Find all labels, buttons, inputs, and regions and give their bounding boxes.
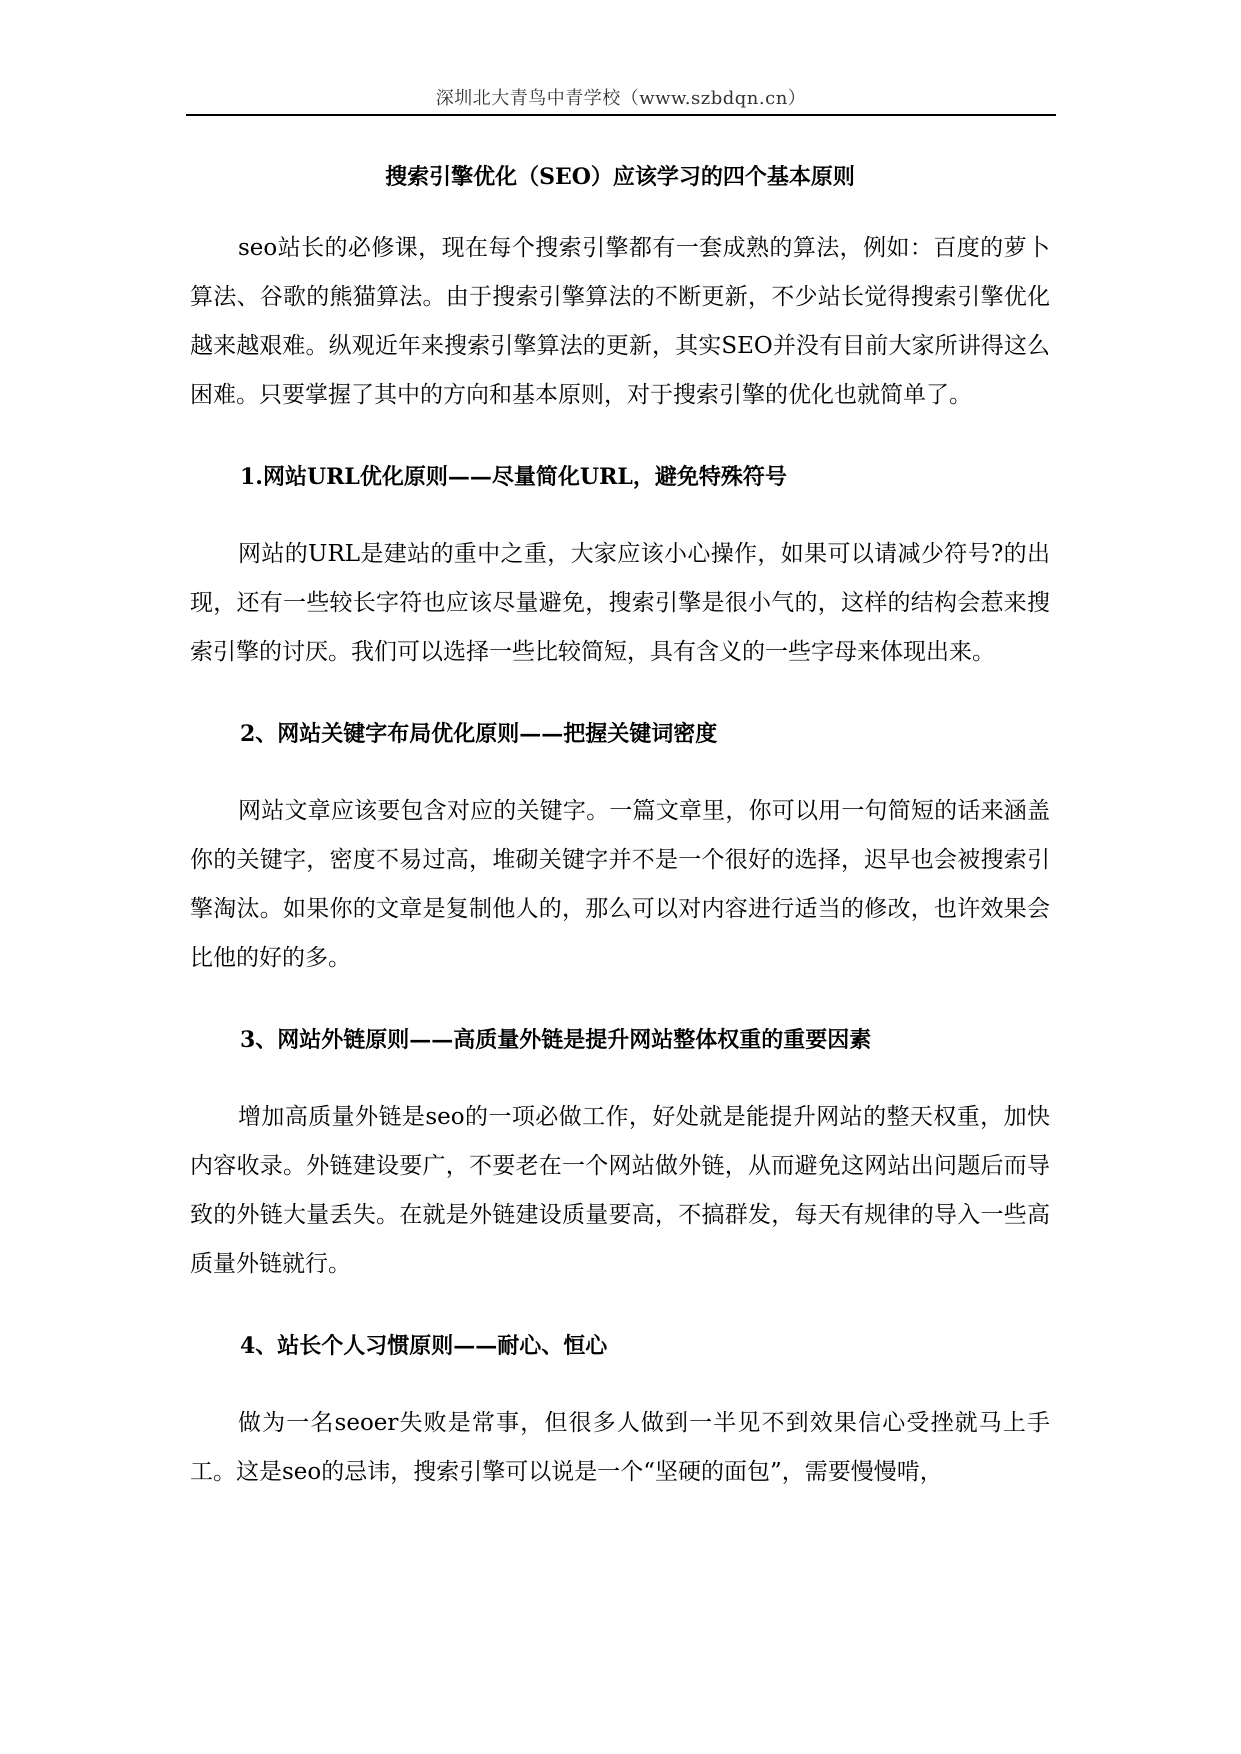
section-paragraph: 增加高质量外链是seo的一项必做工作，好处就是能提升网站的整天权重，加快内容收录。外链建设要广，不要老在一个网站做外链，从而避免这网站出问题后而导致的外链大量丢失。在就是外链建设质量要高，不搞群发，每天有规律的导入一些高质量外链就行。 — [190, 1104, 1050, 1277]
header-divider — [186, 114, 1056, 116]
page-header: 深圳北大青鸟中青学校（www.szbdqn.cn） — [435, 88, 807, 109]
section-heading: 2、网站关键字布局优化原则——把握关键词密度 — [240, 721, 718, 747]
document-title: 搜索引擎优化（SEO）应该学习的四个基本原则 — [385, 164, 855, 190]
section-heading: 3、网站外链原则——高质量外链是提升网站整体权重的重要因素 — [240, 1027, 872, 1053]
section-paragraph: 做为一名seoer失败是常事，但很多人做到一半见不到效果信心受挫就马上手工。这是seo的忌讳，搜索引擎可以说是一个“坚硬的面包”，需要慢慢啃， — [190, 1410, 1050, 1485]
section-paragraph: 网站文章应该要包含对应的关键字。一篇文章里，你可以用一句简短的话来涵盖你的关键字，密度不易过高，堆砌关键字并不是一个很好的选择，迟早也会被搜索引擎淘汰。如果你的文章是复制他人的，那么可以对内容进行适当的修改，也许效果会比他的好的多。 — [190, 798, 1050, 971]
section-paragraph: 网站的URL是建站的重中之重，大家应该小心操作，如果可以请减少符号?的出现，还有一些较长字符也应该尽量避免，搜索引擎是很小气的，这样的结构会惹来搜索引擎的讨厌。我们可以选择一些比较简短，具有含义的一些字母来体现出来。 — [190, 541, 1050, 665]
intro-paragraph: seo站长的必修课，现在每个搜索引擎都有一套成熟的算法，例如：百度的萝卜算法、谷歌的熊猫算法。由于搜索引擎算法的不断更新，不少站长觉得搜索引擎优化越来越艰难。纵观近年来搜索引擎算法的更新，其实SEO并没有目前大家所讲得这么困难。只要掌握了其中的方向和基本原则，对于搜索引擎的优化也就简单了。 — [190, 235, 1050, 408]
document-body — [190, 160, 1050, 1497]
section-heading: 1.网站URL优化原则——尽量简化URL，避免特殊符号 — [240, 464, 787, 490]
section-heading: 4、站长个人习惯原则——耐心、恒心 — [240, 1333, 608, 1359]
